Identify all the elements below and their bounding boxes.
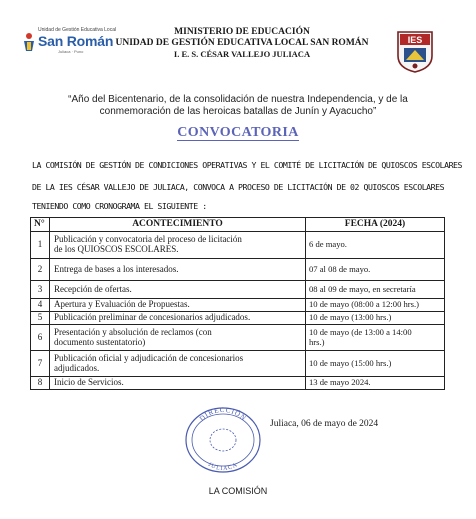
row-date: 13 de mayo 2024. (306, 377, 445, 390)
row-event: Entrega de bases a los interesados. (50, 259, 306, 281)
table-row (31, 351, 445, 377)
page-title (0, 125, 476, 141)
header-event: ACONTECIMIENTO (50, 218, 306, 232)
row-date: 10 de mayo (13:00 hrs.) (306, 312, 445, 325)
header-number: N° (31, 218, 50, 232)
table-row (31, 312, 445, 325)
row-event: Recepción de ofertas. (50, 281, 306, 299)
ugel-heading: UNIDAD DE GESTIÓN EDUCATIVA LOCAL SAN ROMÁN (115, 38, 369, 48)
row-date: 07 al 08 de mayo. (306, 259, 445, 281)
row-number: 8 (31, 377, 50, 390)
motto-line-1: “Año del Bicentenario, de la consolidación de nuestra Independencia, y de la (68, 94, 408, 105)
row-event: Apertura y Evaluación de Propuestas. (50, 299, 306, 312)
logo-sub: Juliaca · Puno (58, 49, 84, 54)
ugel-logo (22, 26, 117, 66)
table-row (31, 281, 445, 299)
event-line: Presentación y absolución de reclamos (con (54, 326, 212, 337)
shield-label: IES (407, 35, 423, 45)
event-line: adjudicados. (54, 362, 100, 373)
ugel-emblem-icon (22, 32, 36, 52)
row-number: 2 (31, 259, 50, 281)
logo-name: San Román (38, 33, 114, 49)
year-motto (30, 94, 446, 117)
row-number: 5 (31, 312, 50, 325)
body-line-3: TENIENDO COMO CRONOGRAMA EL SIGUIENTE : (32, 201, 207, 211)
row-event (50, 351, 306, 377)
event-line: Publicación y convocatoria del proceso de licitación (54, 234, 242, 245)
logo-small-text: Unidad de Gestión Educativa Local (38, 27, 117, 33)
table-row (31, 377, 445, 390)
table-header-row (31, 218, 445, 232)
table-row (31, 232, 445, 259)
row-event (50, 232, 306, 259)
seal-top-text: DIRECCIÓN (197, 406, 249, 423)
seal-bottom-text: JULIACA (206, 461, 240, 473)
place-and-date: Juliaca, 06 de mayo de 2024 (270, 419, 379, 429)
row-number: 1 (31, 232, 50, 259)
row-date: 10 de mayo (15:00 hrs.) (306, 351, 445, 377)
body-line-2: DE LA IES CÉSAR VALLEJO DE JULIACA, CONVOCA A PROCESO DE LICITACIÓN DE 02 QUIOSCOS ESCOLARES (32, 182, 445, 192)
motto-line-2: conmemoración de las heroicas batallas de Junín y Ayacucho” (99, 105, 377, 117)
row-date: 10 de mayo (08:00 a 12:00 hrs.) (306, 299, 445, 312)
row-event: Inicio de Servicios. (50, 377, 306, 390)
date-line: 10 de mayo (de 13:00 a 14:00 (309, 327, 412, 338)
schedule-table (30, 217, 445, 390)
row-event (50, 325, 306, 351)
event-line: documento sustentatorio) (54, 336, 146, 347)
date-line: hrs.) (309, 336, 325, 347)
body-line-1: LA COMISIÓN DE GESTIÓN DE CONDICIONES OPERATIVAS Y EL COMITÉ DE LICITACIÓN DE QUIOSCOS ESCOLARES (32, 160, 463, 170)
row-number: 6 (31, 325, 50, 351)
row-number: 3 (31, 281, 50, 299)
row-date (306, 325, 445, 351)
row-date: 08 al 09 de mayo, en secretaría (306, 281, 445, 299)
ministry-heading: MINISTERIO DE EDUCACIÓN (174, 27, 310, 37)
school-heading: I. E. S. CÉSAR VALLEJO JULIACA (173, 49, 311, 59)
table-row (31, 299, 445, 312)
row-number: 4 (31, 299, 50, 312)
row-date: 6 de mayo. (306, 232, 445, 259)
header-date: FECHA (2024) (306, 218, 445, 232)
event-line: de los QUIOSCOS ESCOLARES. (54, 244, 179, 254)
event-line: Publicación oficial y adjudicación de concesionarios (54, 352, 244, 363)
table-row (31, 325, 445, 351)
official-seal-icon (183, 406, 263, 474)
signature-label: LA COMISIÓN (208, 486, 268, 496)
title-text: CONVOCATORIA (177, 125, 299, 140)
table-row (31, 259, 445, 281)
school-shield-icon (396, 30, 434, 74)
row-number: 7 (31, 351, 50, 377)
row-event: Publicación preliminar de concesionarios adjudicados. (50, 312, 306, 325)
